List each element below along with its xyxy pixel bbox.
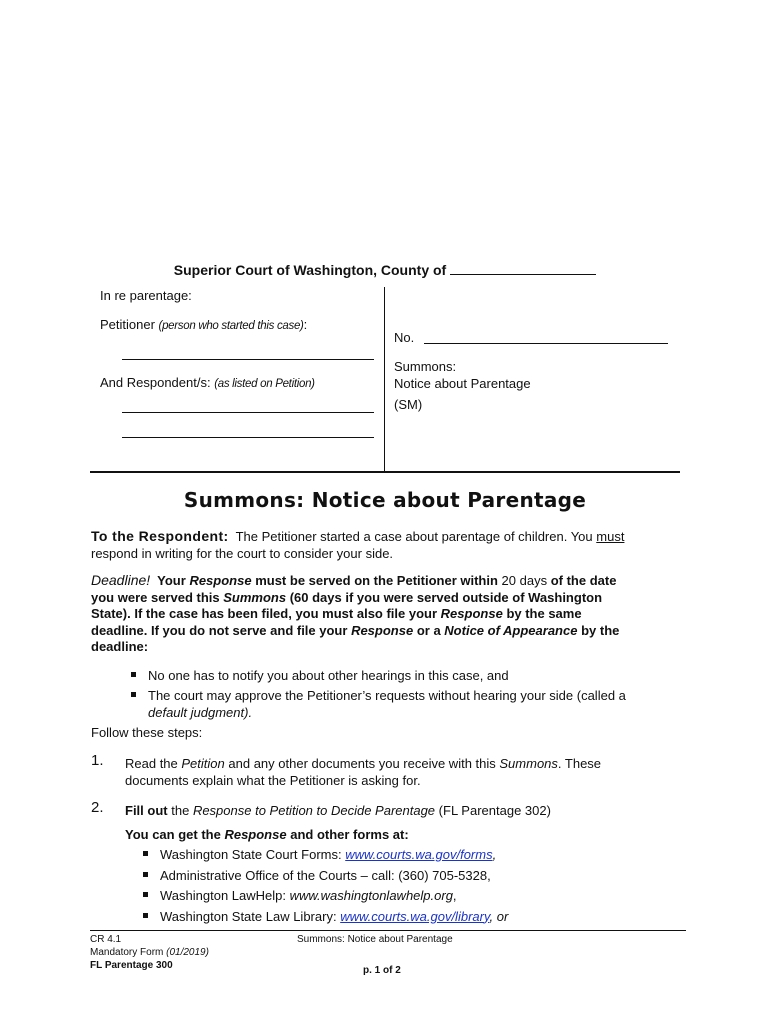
court-forms-link[interactable]: www.courts.wa.gov/forms: [345, 847, 493, 862]
step-2-a: Fill out: [125, 803, 168, 818]
step-1-c: and any other documents you receive with this: [228, 756, 496, 771]
footer-rule-ref: CR 4.1: [90, 934, 122, 945]
square-bullet-icon: [143, 892, 148, 897]
forms-c: and other forms at:: [290, 827, 409, 842]
case-number-line[interactable]: [424, 343, 668, 344]
deadline-l4d: Notice of Appearance: [444, 622, 578, 638]
square-bullet-icon: [131, 672, 136, 677]
caption-divider: [384, 287, 385, 471]
consequence-list: [131, 667, 691, 724]
deadline-l4a: deadline. If you do not serve and file your: [91, 622, 348, 638]
respondent-name-line-2[interactable]: [122, 437, 374, 438]
deadline-l3a: State). If the case has been filed, you must also file your: [91, 606, 438, 621]
to-respondent-text-1: The Petitioner started a case about parentage of children. You: [235, 529, 593, 544]
footer-mandatory: [90, 946, 209, 959]
step-1-e: . These: [557, 756, 602, 771]
step-2-b: the: [171, 803, 190, 818]
step-2-c: Response to Petition to Decide Parentage: [192, 803, 436, 818]
forms-a: You can get the: [125, 827, 221, 842]
deadline-l1b: Response: [189, 573, 252, 588]
list-item: [131, 687, 691, 721]
deadline-l5: deadline:: [91, 639, 149, 654]
resource-4-or: , or: [489, 908, 509, 924]
step-2-text: [125, 802, 685, 819]
petitioner-colon: :: [303, 317, 308, 332]
footer-rule: [90, 930, 686, 931]
county-blank[interactable]: [450, 262, 596, 275]
follow-steps-label: Follow these steps:: [91, 725, 203, 740]
court-title: [0, 262, 770, 278]
deadline-l4c: or a: [416, 622, 441, 638]
deadline-label: Deadline!: [91, 572, 151, 588]
list-item: [143, 887, 703, 905]
deadline-l2b: Summons: [223, 589, 287, 605]
page-number: p. 1 of 2: [363, 965, 401, 976]
lawhelp-url[interactable]: www.washingtonlawhelp.org: [289, 888, 453, 903]
deadline-l1a: Your: [157, 573, 186, 588]
footer-left: [90, 933, 209, 972]
doc-type-2: Notice about Parentage: [394, 376, 531, 391]
resource-1-label: Washington State Court Forms:: [160, 847, 342, 862]
in-re-label: In re parentage:: [100, 288, 192, 303]
square-bullet-icon: [131, 692, 136, 697]
step-1-number: 1.: [91, 752, 104, 769]
step-1-a: Read the: [125, 756, 178, 771]
respondent-label-text: And Respondent/s:: [100, 375, 211, 390]
deadline-l4e: by the: [581, 622, 620, 638]
footer-mandatory-text: Mandatory Form: [90, 947, 164, 958]
page-title: Summons: Notice about Parentage: [183, 488, 587, 512]
bullet-text: The court may approve the Petitioner’s requests without hearing your side (called a: [148, 688, 626, 703]
law-library-link[interactable]: www.courts.wa.gov/library: [340, 908, 490, 924]
petitioner-hint: (person who started this case): [158, 320, 304, 332]
forms-b: Response: [224, 827, 287, 842]
resource-1-comma: ,: [492, 847, 497, 862]
caption-bottom-rule: [90, 471, 680, 473]
resource-2-label: Administrative Office of the Courts – call: (360) 705-5328,: [160, 867, 491, 883]
deadline-l3b: Response: [440, 606, 503, 621]
deadline-l4b: Response: [351, 622, 414, 638]
deadline-paragraph: [91, 572, 691, 656]
deadline-l1e: of the date: [550, 573, 617, 588]
bullet-text-italic: default judgment).: [148, 705, 253, 720]
resource-4-label: Washington State Law Library:: [160, 908, 337, 924]
to-respondent-paragraph: [91, 528, 691, 562]
step-1-d: Summons: [499, 756, 558, 771]
square-bullet-icon: [143, 913, 148, 918]
resource-3-label: Washington LawHelp:: [160, 888, 286, 903]
petitioner-label-text: Petitioner: [100, 317, 155, 332]
respondent-name-line-1[interactable]: [122, 412, 374, 413]
list-item: [143, 846, 703, 864]
square-bullet-icon: [143, 851, 148, 856]
court-title-text: Superior Court of Washington, County of: [173, 262, 447, 278]
footer-date: (01/2019): [166, 947, 209, 958]
deadline-l2c: (60 days if you were served outside of Washington: [289, 589, 603, 605]
respondent-hint: (as listed on Petition): [214, 378, 315, 390]
to-respondent-label: To the Respondent:: [91, 528, 229, 544]
step-1-f: documents explain what the Petitioner is asking for.: [125, 773, 421, 788]
resource-3-comma: ,: [452, 888, 457, 903]
bullet-text: No one has to notify you about other hearings in this case, and: [148, 668, 509, 683]
doc-code: (SM): [394, 397, 423, 412]
deadline-days: 20 days: [501, 573, 548, 588]
forms-intro: [125, 826, 685, 843]
must-emphasis: must: [596, 529, 625, 544]
deadline-l2a: you were served this: [91, 589, 220, 605]
doc-type-1: Summons:: [394, 359, 457, 374]
respondent-label: [100, 375, 315, 390]
list-item: [143, 867, 703, 885]
deadline-l1c: must be served on the Petitioner within: [255, 573, 498, 588]
footer-form-number: FL Parentage 300: [90, 960, 173, 971]
petitioner-label: [100, 317, 307, 332]
to-respondent-text-2: respond in writing for the court to consider your side.: [91, 546, 394, 561]
step-2-number: 2.: [91, 799, 104, 816]
square-bullet-icon: [143, 872, 148, 877]
footer-title: Summons: Notice about Parentage: [297, 934, 453, 945]
case-number-label: No.: [394, 330, 415, 345]
petitioner-name-line[interactable]: [122, 359, 374, 360]
list-item: [143, 908, 703, 926]
step-1-text: [125, 755, 685, 789]
step-2-d: (FL Parentage 302): [438, 803, 551, 818]
deadline-l3c: by the same: [506, 606, 582, 621]
list-item: [131, 667, 691, 684]
resources-list: [143, 846, 703, 928]
step-1-b: Petition: [181, 756, 225, 771]
